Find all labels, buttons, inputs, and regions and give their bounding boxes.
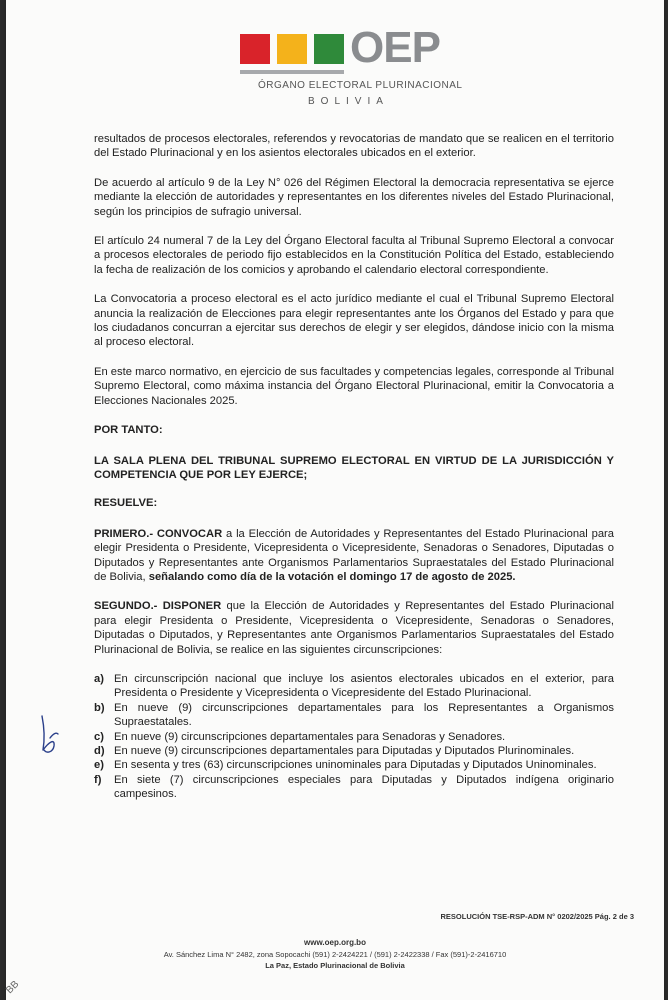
primero-clause xyxy=(94,527,614,585)
segundo-clause xyxy=(94,599,614,657)
footer-city: La Paz, Estado Plurinacional de Bolivia xyxy=(265,961,405,970)
item-text: En nueve (9) circunscripciones departamentales para los Representantes a Organismos Supraestatales. xyxy=(114,701,614,729)
por-tanto-heading: POR TANTO: xyxy=(94,424,163,437)
segundo-text: que la Elección de Autoridades y Representantes del Estado Plurinacional para elegir Presidenta o Presidente, Vicepresidenta o Vicepresidente, Senadoras o Senadores, Diputadas o Diputados, y Representantes ante Organismos Parlamentarios Supraestatales del Estado Plurinacional de Bolivia, se realice en las siguientes circunscripciones: xyxy=(94,600,614,656)
list-item xyxy=(94,758,614,772)
primero-label: PRIMERO.- CONVOCAR xyxy=(94,527,223,540)
paragraph: De acuerdo al artículo 9 de la Ley N° 026 del Régimen Electoral la democracia representativa se ejerce mediante la elección de autoridades y representantes en los diferentes niveles del Estado Plurinacional, según los principios de sufragio universal. xyxy=(94,176,614,218)
item-text: En siete (7) circunscripciones especiales para Diputadas y Diputados indígena originario campesinos. xyxy=(114,773,614,801)
item-letter: c) xyxy=(94,730,104,743)
item-text: En nueve (9) circunscripciones departamentales para Senadoras y Senadores. xyxy=(114,730,506,743)
logo-text: OEP xyxy=(350,23,440,72)
circumscription-list xyxy=(94,672,614,802)
oep-logo xyxy=(240,23,480,112)
corner-mark: BB xyxy=(4,978,22,997)
document-body xyxy=(94,132,614,802)
sala-plena-heading: LA SALA PLENA DEL TRIBUNAL SUPREMO ELECTORAL EN VIRTUD DE LA JURISDICCIÓN Y COMPETENCIA QUE POR LEY EJERCE; xyxy=(94,454,614,481)
list-item xyxy=(94,701,614,730)
logo-red-square xyxy=(240,34,270,64)
list-item xyxy=(94,773,614,802)
item-letter: f) xyxy=(94,773,102,786)
item-letter: a) xyxy=(94,672,104,685)
item-text: En nueve (9) circunscripciones departamentales para Diputadas y Diputados Plurinominales. xyxy=(114,745,575,757)
list-item xyxy=(94,744,614,758)
footer-address: Av. Sánchez Lima N° 2482, zona Sopocachi (591) 2-2424221 / (591) 2-2422338 / Fax (591)-2-2416710 xyxy=(163,950,507,959)
paragraph: El artículo 24 numeral 7 de la Ley del Órgano Electoral faculta al Tribunal Supremo Electoral a convocar a procesos electorales de periodo fijo establecidos en la Constitución Política del Estado, estableciendo la fecha de realización de los comicios y aprobando el calendario electoral correspondiente. xyxy=(94,235,614,276)
logo-yellow-square xyxy=(277,34,307,64)
primero-date: señalando como día de la votación el domingo 17 de agosto de 2025. xyxy=(148,570,516,583)
handwritten-initial-mark xyxy=(36,712,62,758)
paragraph: La Convocatoria a proceso electoral es el acto jurídico mediante el cual el Tribunal Supremo Electoral anuncia la realización de Elecciones para elegir representantes ante los Órganos del Estado y para que los ciudadanos concurran a ejercitar sus derechos de elegir y ser elegidos, dándose inicio con la misma al proceso electoral. xyxy=(94,293,614,349)
paragraph: resultados de procesos electorales, referendos y revocatorias de mandato que se realicen en el territorio del Estado Plurinacional y en los asientos electorales ubicados en el exterior. xyxy=(94,133,614,160)
logo-subtitle: ÓRGANO ELECTORAL PLURINACIONAL xyxy=(258,80,463,91)
item-text: En sesenta y tres (63) circunscripciones uninominales para Diputadas y Diputados Uninominales. xyxy=(114,759,597,772)
item-text: En circunscripción nacional que incluye los asientos electorales ubicados en el exterior, para Presidenta o Presidente y Vicepresidenta o Vicepresidente del Estado Plurinacional. xyxy=(114,672,614,700)
list-item xyxy=(94,672,614,701)
resolution-reference: RESOLUCIÓN TSE-RSP-ADM N° 0202/2025 Pág. 2 de 3 xyxy=(440,912,634,921)
item-letter: e) xyxy=(94,759,104,772)
resuelve-heading: RESUELVE: xyxy=(94,497,158,510)
logo-country: BOLIVIA xyxy=(308,96,389,107)
primero-text: a la Elección de Autoridades y Representantes del Estado Plurinacional para elegir Presidenta o Presidente, Vicepresidenta o Vicepresidente, Senadoras o Senadores, Diputadas o Diputados y Representantes ante Organismos Parlamentarios Supraestatales del Estado Plurinacional de Bolivia, xyxy=(94,527,614,583)
logo-grey-bar xyxy=(240,70,344,74)
item-letter: d) xyxy=(94,745,105,757)
logo-green-square xyxy=(314,34,344,64)
document-page xyxy=(6,0,664,1000)
paragraph: En este marco normativo, en ejercicio de sus facultades y competencias legales, corresponde al Tribunal Supremo Electoral, como máxima instancia del Órgano Electoral Plurinacional, emitir la Convocatoria a Elecciones Nacionales 2025. xyxy=(94,365,614,407)
item-letter: b) xyxy=(94,701,105,714)
segundo-label: SEGUNDO.- DISPONER xyxy=(94,600,222,613)
list-item xyxy=(94,730,614,744)
footer-website: www.oep.org.bo xyxy=(304,938,366,947)
